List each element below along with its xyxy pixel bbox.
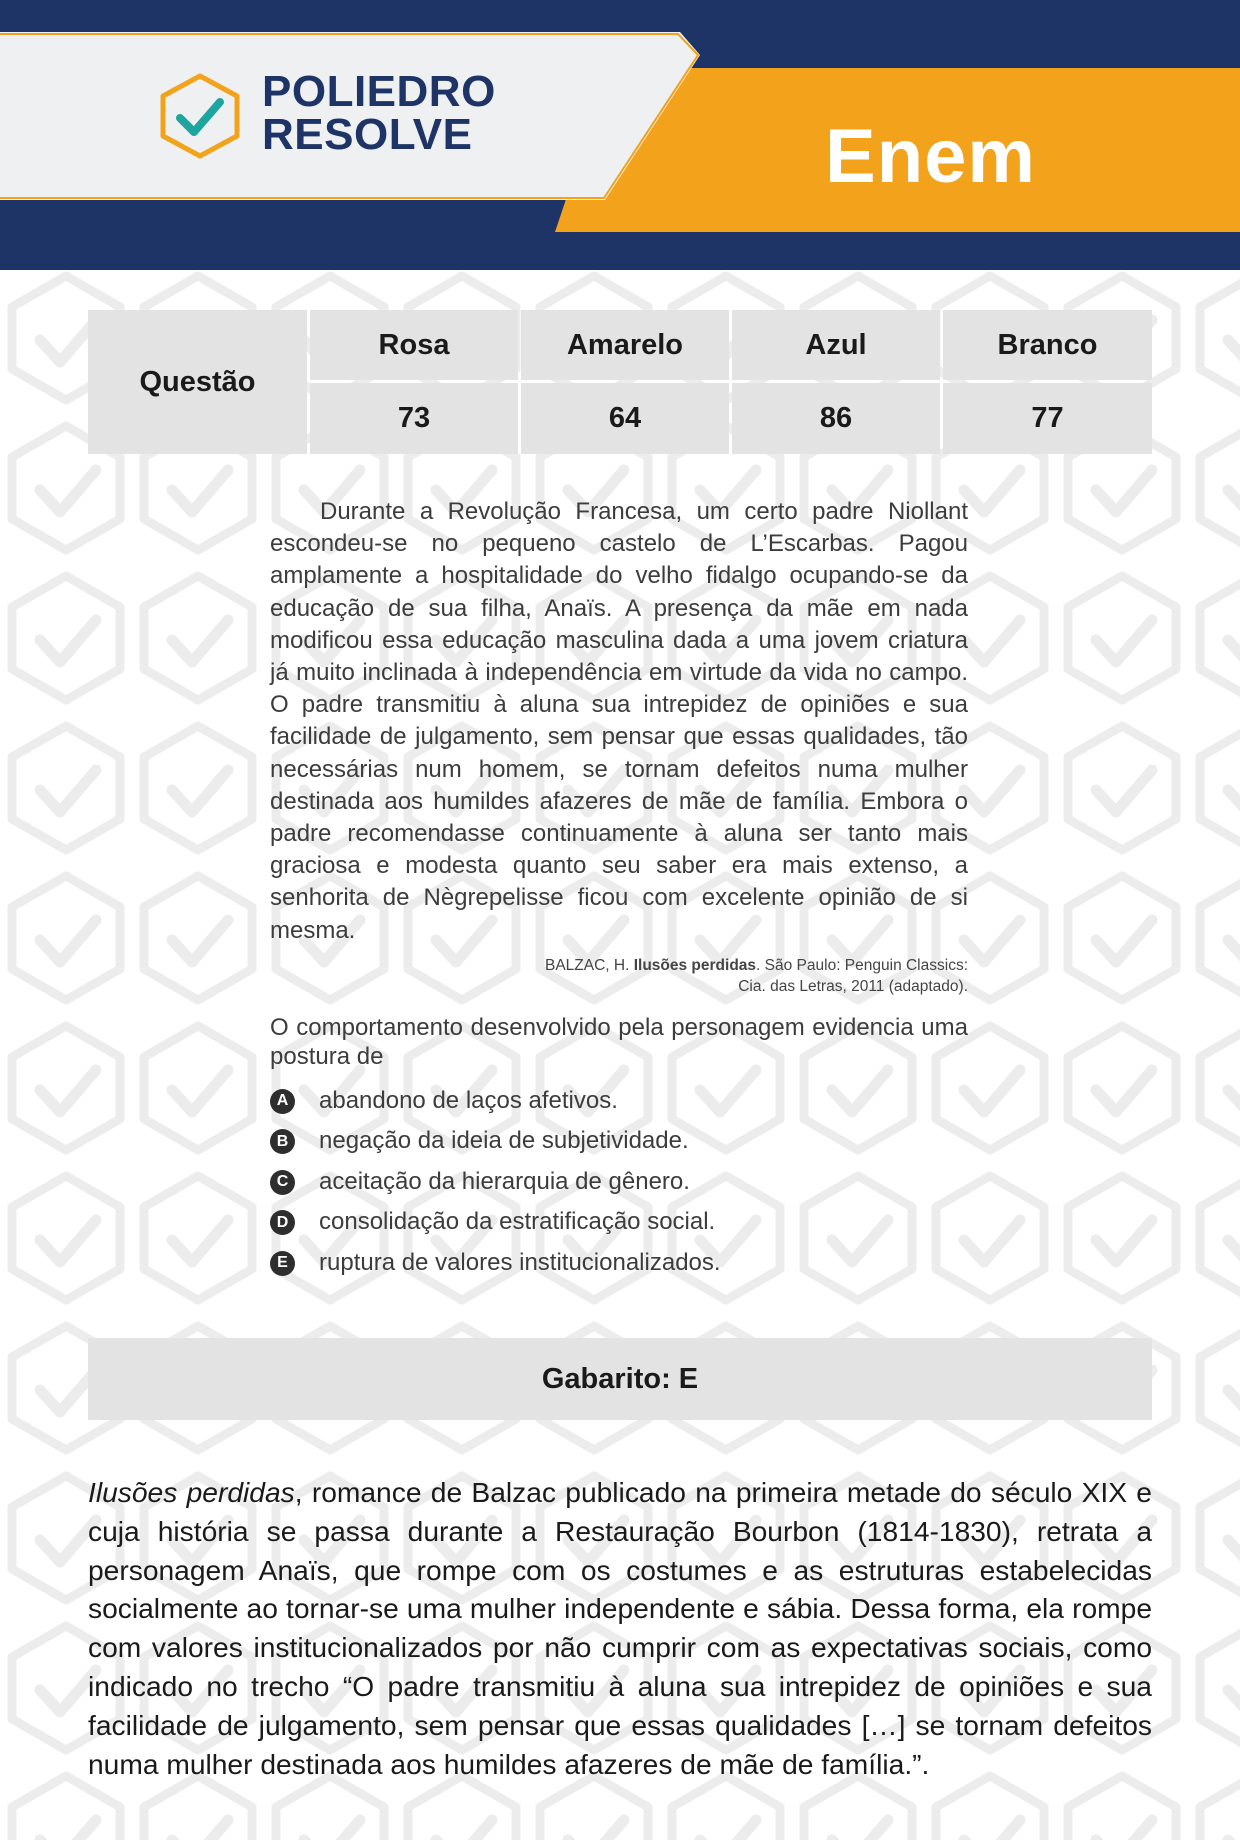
option-text-b: negação da ideia de subjetividade. [319, 1127, 689, 1155]
option-letter-c-icon: C [270, 1170, 295, 1195]
source-line-2: Cia. das Letras, 2011 (adaptado). [738, 977, 968, 995]
question-passage: Durante a Revolução Francesa, um certo padre Niollant escondeu-se no pequeno castelo de L’Escarbas. Pagou amplamente a hospitalidade do velho fidalgo ocupando-se da educação de sua filha, Anaïs. A presença da mãe em nada modificou essa educação masculina dada a uma jovem criatura já muito inclinada à independência em virtude da vida no campo. O padre transmitiu à aluna sua intrepidez de opiniões e sua facilidade de julgamento, sem pensar que essas qualidades, tão necessárias num homem, se tornam defeitos numa mulher destinada aos humildes afazeres de mãe de família. Embora o padre recomendasse continuamente à aluna ser tanto mais graciosa e modesta quanto seu saber era mais extenso, a senhorita de Nègrepelisse ficou com excelente opinião de si mesma. [270, 498, 968, 944]
answer-explanation [88, 1473, 1152, 1783]
logo-line-1: POLIEDRO [262, 67, 496, 116]
logo-line-2: RESOLVE [262, 110, 473, 159]
option-c [270, 1162, 968, 1203]
answer-options [270, 1081, 968, 1284]
option-letter-d-icon: D [270, 1210, 295, 1235]
table-cell-amarelo-number: 64 [521, 383, 729, 454]
explanation-book-title: Ilusões perdidas [88, 1476, 295, 1508]
option-text-d: consolidação da estratificação social. [319, 1208, 716, 1236]
table-header-rosa: Rosa [310, 310, 518, 380]
table-cell-rosa-number: 73 [310, 383, 518, 454]
option-text-a: abandono de laços afetivos. [319, 1086, 618, 1114]
source-author: BALZAC, H. [545, 956, 634, 974]
option-letter-e-icon: E [270, 1251, 295, 1276]
exam-title: Enem [825, 114, 1036, 199]
explanation-text: , romance de Balzac publicado na primeira metade do século XIX e cuja história se passa durante a Restauração Bourbon (1814-1830), retrata a personagem Anaïs, que rompe com os costumes e as estruturas estabelecidas socialmente ao tornar-se uma mulher independente e sábia. Dessa forma, ela rompe com valores institucionalizados por não cumprir com as expectativas sociais, como indicado no trecho “O padre transmitiu à aluna sua intrepidez de opiniões e sua facilidade de julgamento, sem pensar que essas qualidades […] se tornam defeitos numa mulher destinada aos humildes afazeres de mãe de família.”. [88, 1476, 1152, 1780]
table-header-branco: Branco [943, 310, 1152, 380]
table-header-azul: Azul [732, 310, 940, 380]
option-b [270, 1121, 968, 1162]
page-header [0, 0, 1240, 270]
table-cell-branco-number: 77 [943, 383, 1152, 454]
option-a [270, 1081, 968, 1122]
table-row-header: Questão [88, 310, 307, 454]
table-cell-azul-number: 86 [732, 383, 940, 454]
answer-key: Gabarito: E [88, 1338, 1152, 1420]
passage-source [270, 955, 968, 997]
logo-check-icon [158, 72, 242, 160]
source-publisher: . São Paulo: Penguin Classics: [756, 956, 968, 974]
option-text-c: aceitação da hierarquia de gênero. [319, 1167, 690, 1195]
question-number-table [88, 310, 1152, 454]
option-letter-a-icon: A [270, 1089, 295, 1114]
option-letter-b-icon: B [270, 1129, 295, 1154]
brand-logo [262, 67, 496, 159]
source-title: Ilusões perdidas [633, 956, 757, 974]
question-content [270, 496, 968, 1283]
option-text-e: ruptura de valores institucionalizados. [319, 1248, 721, 1276]
question-stem: O comportamento desenvolvido pela personagem evidencia uma postura de [270, 1013, 968, 1070]
table-header-amarelo: Amarelo [521, 310, 729, 380]
option-d [270, 1202, 968, 1243]
option-e [270, 1243, 968, 1284]
